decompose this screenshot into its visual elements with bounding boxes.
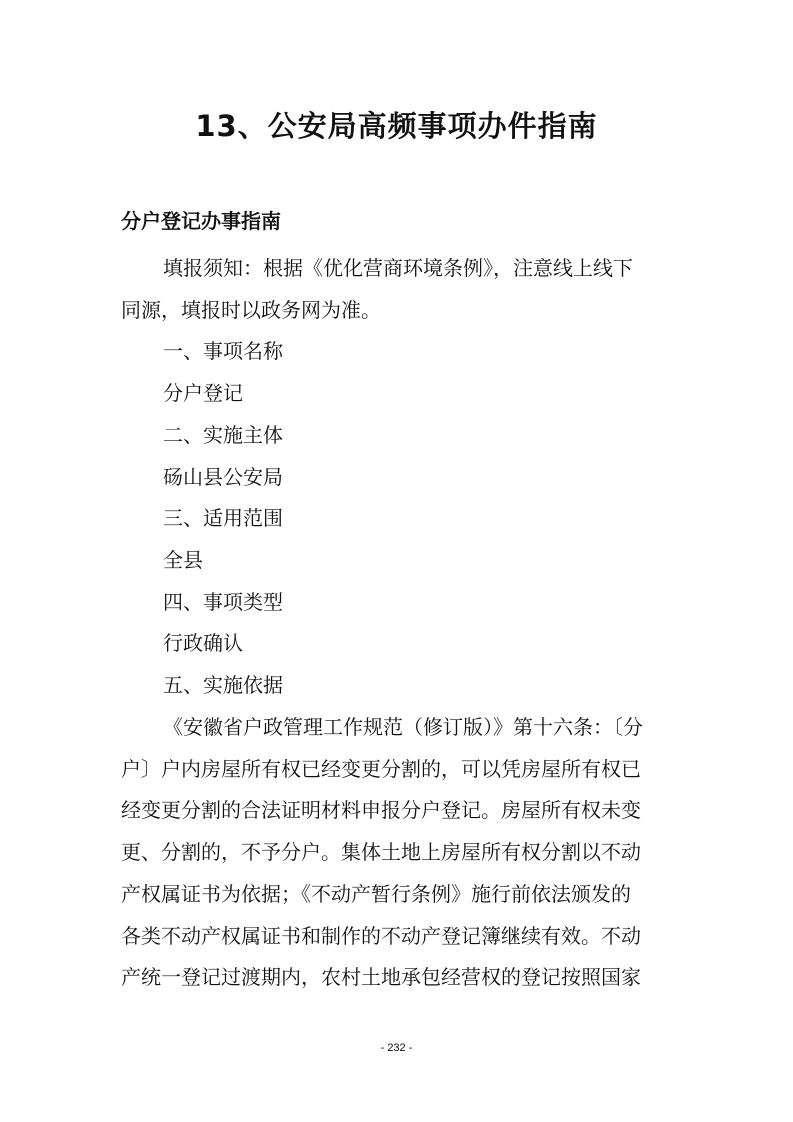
legal-basis-line-2: 户〕户内房屋所有权已经变更分割的，可以凭房屋所有权已	[121, 757, 641, 781]
item-type-heading: 四、事项类型	[163, 590, 283, 614]
legal-basis-line-5: 产权属证书为依据；《不动产暂行条例》施行前依法颁发的	[121, 882, 631, 906]
notice-line-2: 同源，填报时以政务网为准。	[121, 298, 381, 322]
implementing-body-value: 砀山县公安局	[163, 465, 283, 489]
legal-basis-line-7: 产统一登记过渡期内，农村土地承包经营权的登记按照国家	[121, 965, 641, 989]
legal-basis-heading: 五、实施依据	[163, 673, 283, 697]
legal-basis-line-6: 各类不动产权属证书和制作的不动产登记簿继续有效。不动	[121, 924, 641, 948]
scope-heading: 三、适用范围	[163, 506, 283, 530]
legal-basis-line-1: 《安徽省户政管理工作规范（修订版）》第十六条：〔分	[163, 715, 643, 739]
item-type-value: 行政确认	[163, 631, 243, 655]
section-heading: 分户登记办事指南	[121, 209, 281, 233]
legal-basis-line-3: 经变更分割的合法证明材料申报分户登记。房屋所有权未变	[121, 798, 641, 822]
notice-line-1: 填报须知：根据《优化营商环境条例》，注意线上线下	[163, 256, 633, 280]
page-number: - 232 -	[380, 1042, 413, 1054]
item-name-heading: 一、事项名称	[163, 339, 283, 363]
legal-basis-line-4: 更、分割的，不予分户。集体土地上房屋所有权分割以不动	[121, 840, 641, 864]
implementing-body-heading: 二、实施主体	[163, 423, 283, 447]
page-title: 13、公安局高频事项办件指南	[195, 109, 598, 143]
item-name-value: 分户登记	[163, 381, 243, 405]
scope-value: 全县	[163, 548, 203, 572]
